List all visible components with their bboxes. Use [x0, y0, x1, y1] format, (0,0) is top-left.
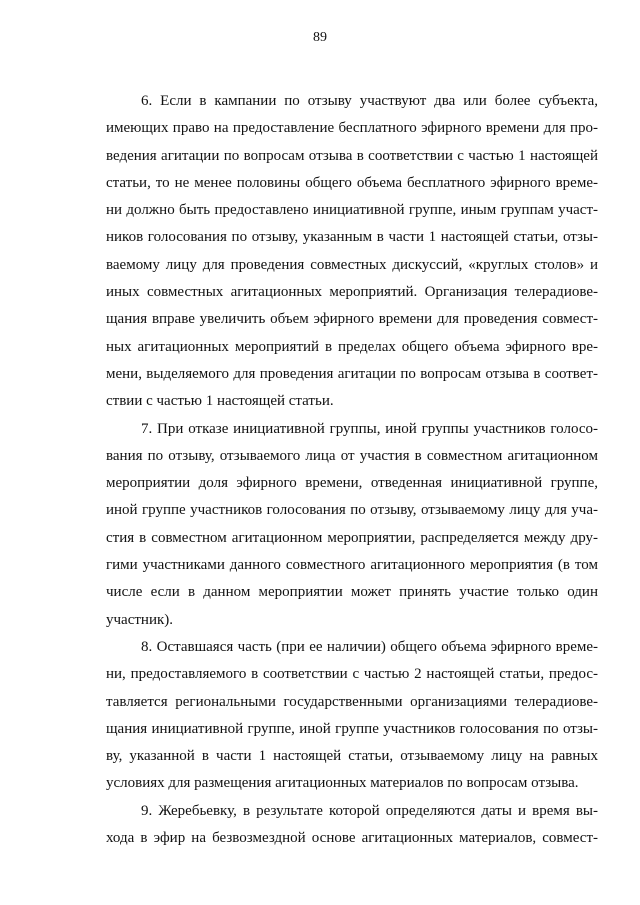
text-line: мероприятии доля эфирного времени, отведенная инициативной группе,: [106, 475, 598, 492]
text-line: ваемому лицу для проведения совместных дискуссий, «круглых столов» и: [106, 256, 598, 273]
text-line: стия в совместном агитационном мероприятии, распределяется между дру-: [106, 529, 598, 546]
text-line: иной группе участников голосования по отзыву, отзываемому лицу для уча-: [106, 502, 598, 519]
text-line: ведения агитации по вопросам отзыва в соответствии с частью 1 настоящей: [106, 147, 598, 164]
text-line: ни должно быть предоставлено инициативной группе, иным группам участ-: [106, 202, 598, 219]
text-line: гими участниками данного совместного агитационного мероприятия (в том: [106, 557, 598, 574]
text-line: имеющих право на предоставление бесплатного эфирного времени для про-: [106, 120, 598, 137]
text-line: хода в эфир на безвозмездной основе агитационных материалов, совмест-: [106, 830, 598, 847]
paragraph: [106, 798, 598, 853]
text-line: 7. При отказе инициативной группы, иной группы участников голосо-: [141, 420, 598, 437]
text-line: ников голосования по отзыву, указанным в части 1 настоящей статьи, отзы-: [106, 229, 598, 246]
text-line: иных совместных агитационных мероприятий. Организация телерадиове-: [106, 284, 598, 301]
paragraph: [106, 634, 598, 798]
paragraph: [106, 88, 598, 416]
text-line: ву, указанной в части 1 настоящей статьи, отзываемому лицу на равных: [106, 748, 598, 765]
paragraph: [106, 416, 598, 634]
text-line: мени, выделяемого для проведения агитации по вопросам отзыва в соответ-: [106, 365, 598, 382]
page-number: 89: [313, 30, 327, 45]
text-line: щания вправе увеличить объем эфирного времени для проведения совмест-: [106, 311, 598, 328]
text-line: 8. Оставшаяся часть (при ее наличии) общего объема эфирного време-: [141, 638, 598, 655]
text-line: участник).: [106, 611, 174, 628]
text-line: ни, предоставляемого в соответствии с частью 2 настоящей статьи, предос-: [106, 666, 598, 683]
text-line: числе если в данном мероприятии может принять участие только один: [106, 584, 598, 601]
text-line: вания по отзыву, отзываемого лица от участия в совместном агитационном: [106, 447, 598, 464]
text-line: 6. Если в кампании по отзыву участвуют два или более субъекта,: [141, 93, 598, 109]
text-line: ствии с частью 1 настоящей статьи.: [106, 393, 334, 410]
text-line: статьи, то не менее половины общего объема бесплатного эфирного време-: [106, 174, 598, 191]
text-line: щания инициативной группе, иной группе участников голосования по отзы-: [106, 720, 598, 737]
document-body: [106, 88, 598, 852]
text-line: тавляется региональными государственными организациями телерадиове-: [106, 693, 598, 710]
text-line: ных агитационных мероприятий в пределах общего объема эфирного вре-: [106, 338, 598, 355]
text-line: 9. Жеребьевку, в результате которой определяются даты и время вы-: [141, 802, 598, 819]
text-line: условиях для размещения агитационных материалов по вопросам отзыва.: [106, 775, 579, 792]
